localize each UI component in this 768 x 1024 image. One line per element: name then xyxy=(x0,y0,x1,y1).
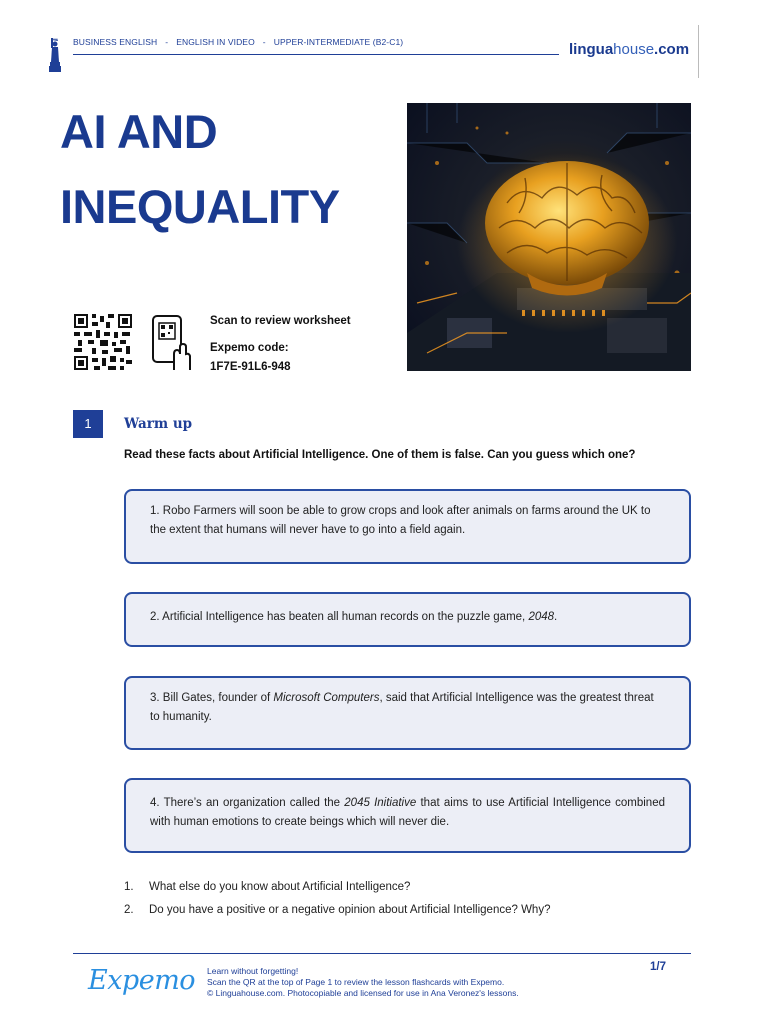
discussion-questions xyxy=(124,878,550,924)
footer-text xyxy=(207,966,519,999)
breadcrumb-separator: - xyxy=(165,37,169,47)
breadcrumb-item[interactable]: BUSINESS ENGLISH xyxy=(73,37,158,47)
breadcrumb-item[interactable]: ENGLISH IN VIDEO xyxy=(176,37,255,47)
header-vertical-rule xyxy=(698,25,699,78)
linguahouse-logo[interactable] xyxy=(569,41,689,58)
breadcrumb-separator: - xyxy=(262,37,266,47)
list-item xyxy=(124,878,550,901)
logo-part-house: house xyxy=(613,41,655,58)
fact-text: 2. Artificial Intelligence has beaten all human records on the puzzle game, xyxy=(150,611,529,623)
phone-scan-icon xyxy=(150,314,192,372)
fact-text: 1. Robo Farmers will soon be able to grow crops and look after animals on farms around the UK to the extent that humans will never have to go into a field again. xyxy=(150,505,651,536)
fact-box xyxy=(124,778,691,853)
expemo-code-label: Expemo code: xyxy=(210,342,289,354)
section-title: Warm up xyxy=(124,416,193,432)
fact-box xyxy=(124,489,691,564)
fact-emphasis: 2048 xyxy=(528,611,555,623)
scan-info xyxy=(210,312,351,377)
fact-box xyxy=(124,676,691,750)
expemo-logo[interactable]: Expemo xyxy=(88,965,196,996)
fact-text: , said that Artificial Intelligence was the greatest threat to humanity. xyxy=(150,692,654,723)
expemo-code: 1F7E-91L6-948 xyxy=(210,361,291,373)
footer-scan-note: Scan the QR at the top of Page 1 to review the lesson flashcards with Expemo. xyxy=(207,977,505,987)
footer-tagline: Learn without forgetting! xyxy=(207,966,299,976)
footer-copyright: © Linguahouse.com. Photocopiable and licensed for use in Ana Veronez's lessons. xyxy=(207,988,519,998)
fact-text: . xyxy=(554,611,558,623)
fact-emphasis: 2045 Initiative xyxy=(344,797,417,809)
scan-instruction: Scan to review worksheet xyxy=(210,315,351,327)
fact-box xyxy=(124,592,691,647)
question-number: 1. xyxy=(124,881,134,893)
question-text: What else do you know about Artificial Intelligence? xyxy=(149,881,411,893)
page-number: 1/7 xyxy=(650,961,666,973)
breadcrumb-item[interactable]: UPPER-INTERMEDIATE (B2-C1) xyxy=(273,37,404,47)
question-text: Do you have a positive or a negative opinion about Artificial Intelligence? Why? xyxy=(149,904,551,916)
list-item xyxy=(124,901,550,924)
section-number: 1 xyxy=(73,410,103,438)
hero-image-ai-brain xyxy=(407,103,691,371)
page-title: AI AND INEQUALITY xyxy=(60,105,340,233)
fact-text: that aims to use Artificial Intelligence combined with human emotions to create beings which will never die. xyxy=(150,797,665,828)
fact-text: 4. There’s an organization called the xyxy=(150,797,345,809)
exercise-instruction: Read these facts about Artificial Intelligence. One of them is false. Can you guess which one? xyxy=(124,449,636,461)
logo-part-com: .com xyxy=(654,41,690,58)
footer-divider xyxy=(73,953,691,954)
breadcrumb xyxy=(73,37,403,47)
logo-part-lingua: lingua xyxy=(569,41,614,58)
header-divider xyxy=(73,54,559,55)
fact-text: 3. Bill Gates, founder of xyxy=(150,692,274,704)
statue-of-liberty-icon xyxy=(48,38,62,72)
question-number: 2. xyxy=(124,904,134,916)
fact-emphasis: Microsoft Computers xyxy=(273,692,380,704)
qr-code-icon[interactable] xyxy=(74,314,132,370)
